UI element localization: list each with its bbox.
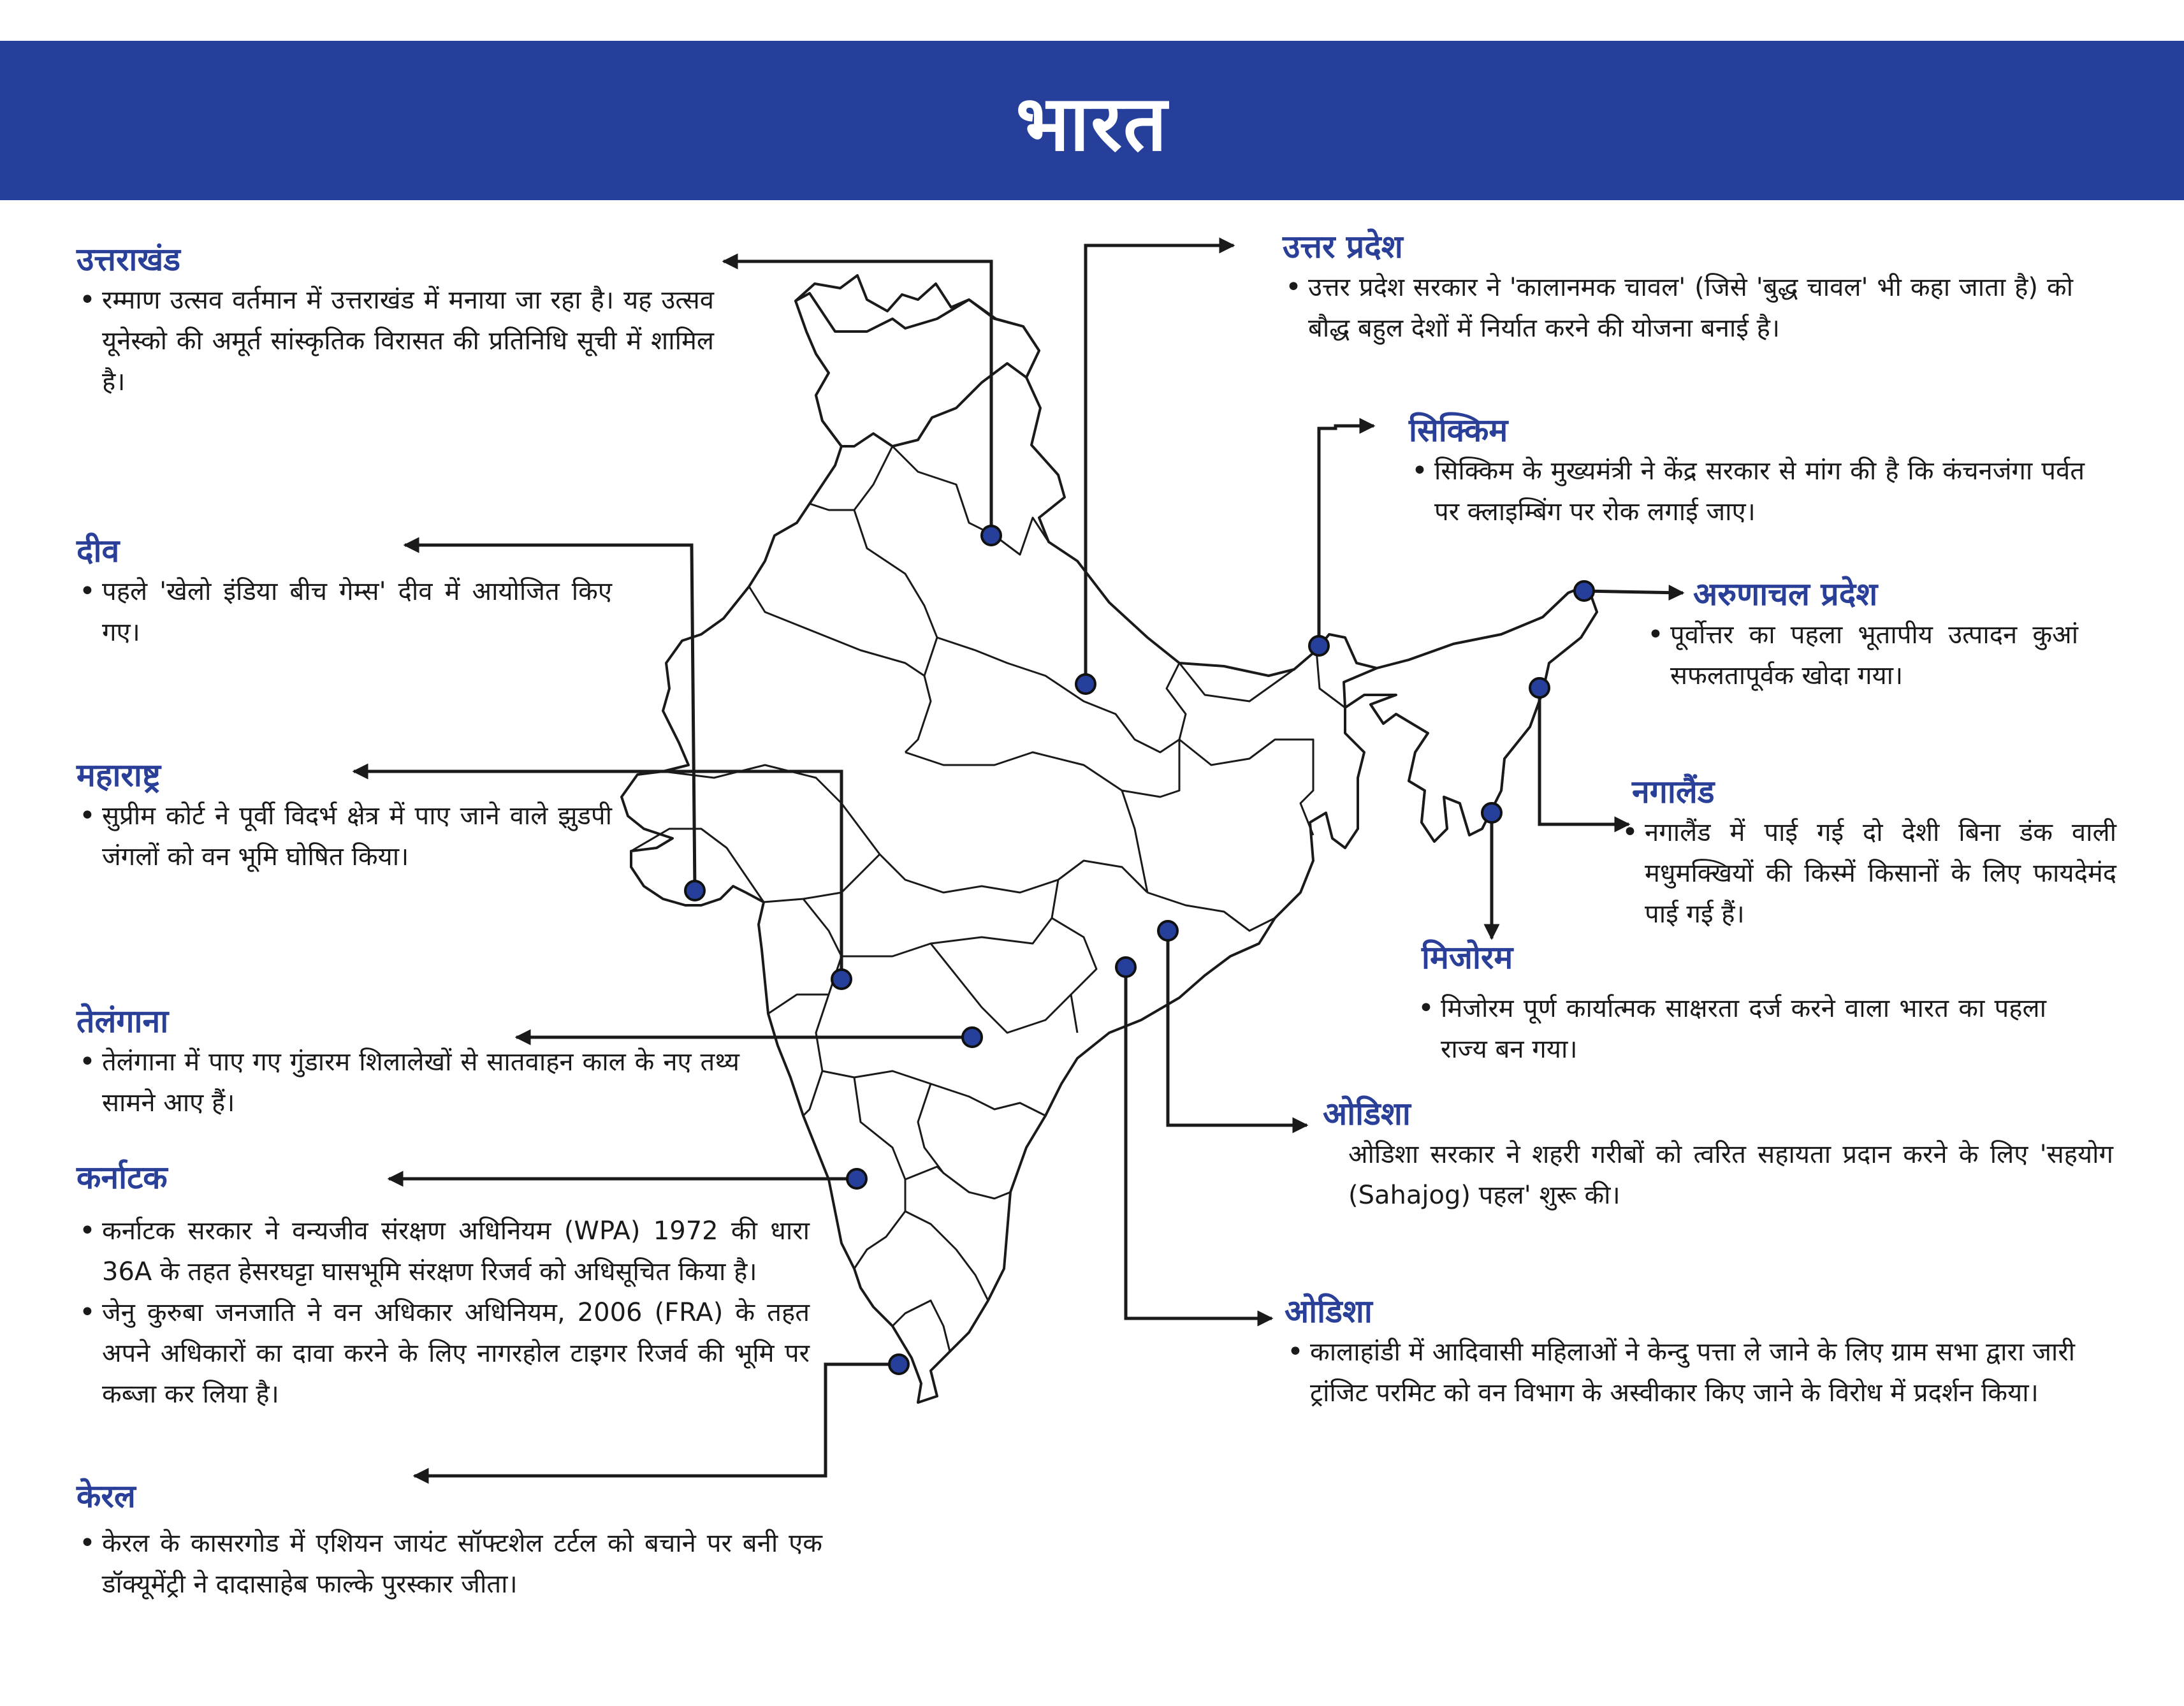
state-name-karnataka: कर्नाटक [76,1159,168,1196]
marker-uttarakhand[interactable] [982,526,1001,545]
info-uttar-pradesh [1283,226,2073,349]
northeast-region [1344,585,1597,842]
state-name-kerala: केरल [76,1478,136,1515]
marker-uttar-pradesh[interactable] [1076,674,1095,694]
info-mizoram [1415,937,2046,1070]
state-name-uttarakhand: उत्तराखंड [76,241,180,278]
info-point: • पहले 'खेलो इंडिया बीच गेम्स' दीव में आयोजित किए गए। [76,571,612,653]
marker-arunachal-pradesh[interactable] [1575,581,1594,601]
info-kerala [76,1476,822,1605]
state-name-nagaland: नगालैंड [1632,773,1715,810]
marker-kerala[interactable] [889,1355,908,1374]
marker-odisha-2[interactable] [1116,958,1135,977]
info-point: • सिक्किम के मुख्यमंत्री ने केंद्र सरकार से मांग की है कि कंचनजंगा पर्वत पर क्लाइम्बिंग पर रोक लगाई जाए। [1409,451,2085,532]
info-point: • केरल के कासरगोड में एशियन जायंट सॉफ्टशेल टर्टल को बचाने पर बनी एक डॉक्यूमेंट्री ने दादासाहेब फाल्के पुरस्कार जीता। [76,1523,822,1605]
info-point: • उत्तर प्रदेश सरकार ने 'कालानमक चावल' (जिसे 'बुद्ध चावल' भी कहा जाता है) को बौद्ध बहुल देशों में निर्यात करने की योजना बनाई है। [1283,267,2073,349]
info-odisha-kalahandi [1285,1291,2075,1413]
marker-telangana[interactable] [963,1028,982,1047]
info-nagaland [1619,771,2116,935]
marker-sikkim[interactable] [1309,636,1329,655]
state-name-arunachal-pradesh: अरुणाचल प्रदेश [1693,576,1878,613]
info-sikkim [1409,410,2085,532]
state-name-telangana: तेलंगाना [76,1003,169,1040]
info-karnataka [76,1157,810,1415]
marker-diu[interactable] [685,881,704,900]
info-point: • पूर्वोत्तर का पहला भूतापीय उत्पादन कुआं सफलतापूर्वक खोदा गया। [1645,615,2078,696]
marker-odisha-1[interactable] [1158,921,1177,940]
state-name-diu: दीव [76,532,120,569]
info-point: • जेनु कुरुबा जनजाति ने वन अधिकार अधिनियम, 2006 (FRA) के तहत अपने अधिकारों का दावा करने के लिए नागरहोल टाइगर रिजर्व की भूमि पर कब्जा कर लिया है। [76,1292,810,1415]
info-telangana [76,1001,739,1123]
info-point: • सुप्रीम कोर्ट ने पूर्वी विदर्भ क्षेत्र में पाए जाने वाले झुडपी जंगलों को वन भूमि घोषित किया। [76,796,612,877]
state-name-mizoram: मिजोरम [1422,939,1513,976]
info-uttarakhand [76,239,714,402]
marker-mizoram[interactable] [1482,803,1501,822]
state-name-maharashtra: महाराष्ट्र [76,757,161,794]
info-point: • कालाहांडी में आदिवासी महिलाओं ने केन्दु पत्ता ले जाने के लिए ग्राम सभा द्वारा जारी ट्रांजिट परमिट को वन विभाग के अस्वीकार किए जाने के विरोध में प्रदर्शन किया। [1285,1332,2075,1413]
info-diu [76,530,612,653]
info-point: • कर्नाटक सरकार ने वन्यजीव संरक्षण अधिनियम (WPA) 1972 की धारा 36A के तहत हेसरघट्टा घासभूमि संरक्षण रिजर्व को अधिसूचित किया है। [76,1211,810,1292]
info-point: • मिजोरम पूर्ण कार्यात्मक साक्षरता दर्ज करने वाला भारत का पहला राज्य बन गया। [1415,988,2046,1070]
info-point: ओडिशा सरकार ने शहरी गरीबों को त्वरित सहायता प्रदान करने के लिए 'सहयोग (Sahajog) पहल' शुरू की। [1348,1140,2113,1210]
state-name-sikkim: सिक्किम [1409,412,1508,449]
marker-karnataka[interactable] [847,1169,866,1188]
info-point: • तेलंगाना में पाए गए गुंडारम शिलालेखों से सातवाहन काल के नए तथ्य सामने आए हैं। [76,1042,739,1123]
marker-maharashtra[interactable] [832,970,851,989]
info-maharashtra [76,755,612,877]
info-odisha-sahajog [1323,1093,2113,1216]
page-title: भारत [1016,79,1168,168]
marker-nagaland[interactable] [1530,678,1549,697]
state-name-odisha: ओडिशा [1285,1293,1372,1330]
info-point: • नगालैंड में पाई गई दो देशी बिना डंक वाली मधुमक्खियों की किस्में किसानों के लिए फायदेमंद पाई गई हैं। [1619,812,2116,935]
info-arunachal-pradesh [1645,574,2078,696]
info-point: • रम्माण उत्सव वर्तमान में उत्तराखंड में मनाया जा रहा है। यह उत्सव यूनेस्को की अमूर्त सांस्कृतिक विरासत की प्रतिनिधि सूची में शामिल है। [76,280,714,402]
state-name-uttar-pradesh: उत्तर प्रदेश [1283,228,1403,265]
state-name-odisha: ओडिशा [1323,1095,1411,1132]
